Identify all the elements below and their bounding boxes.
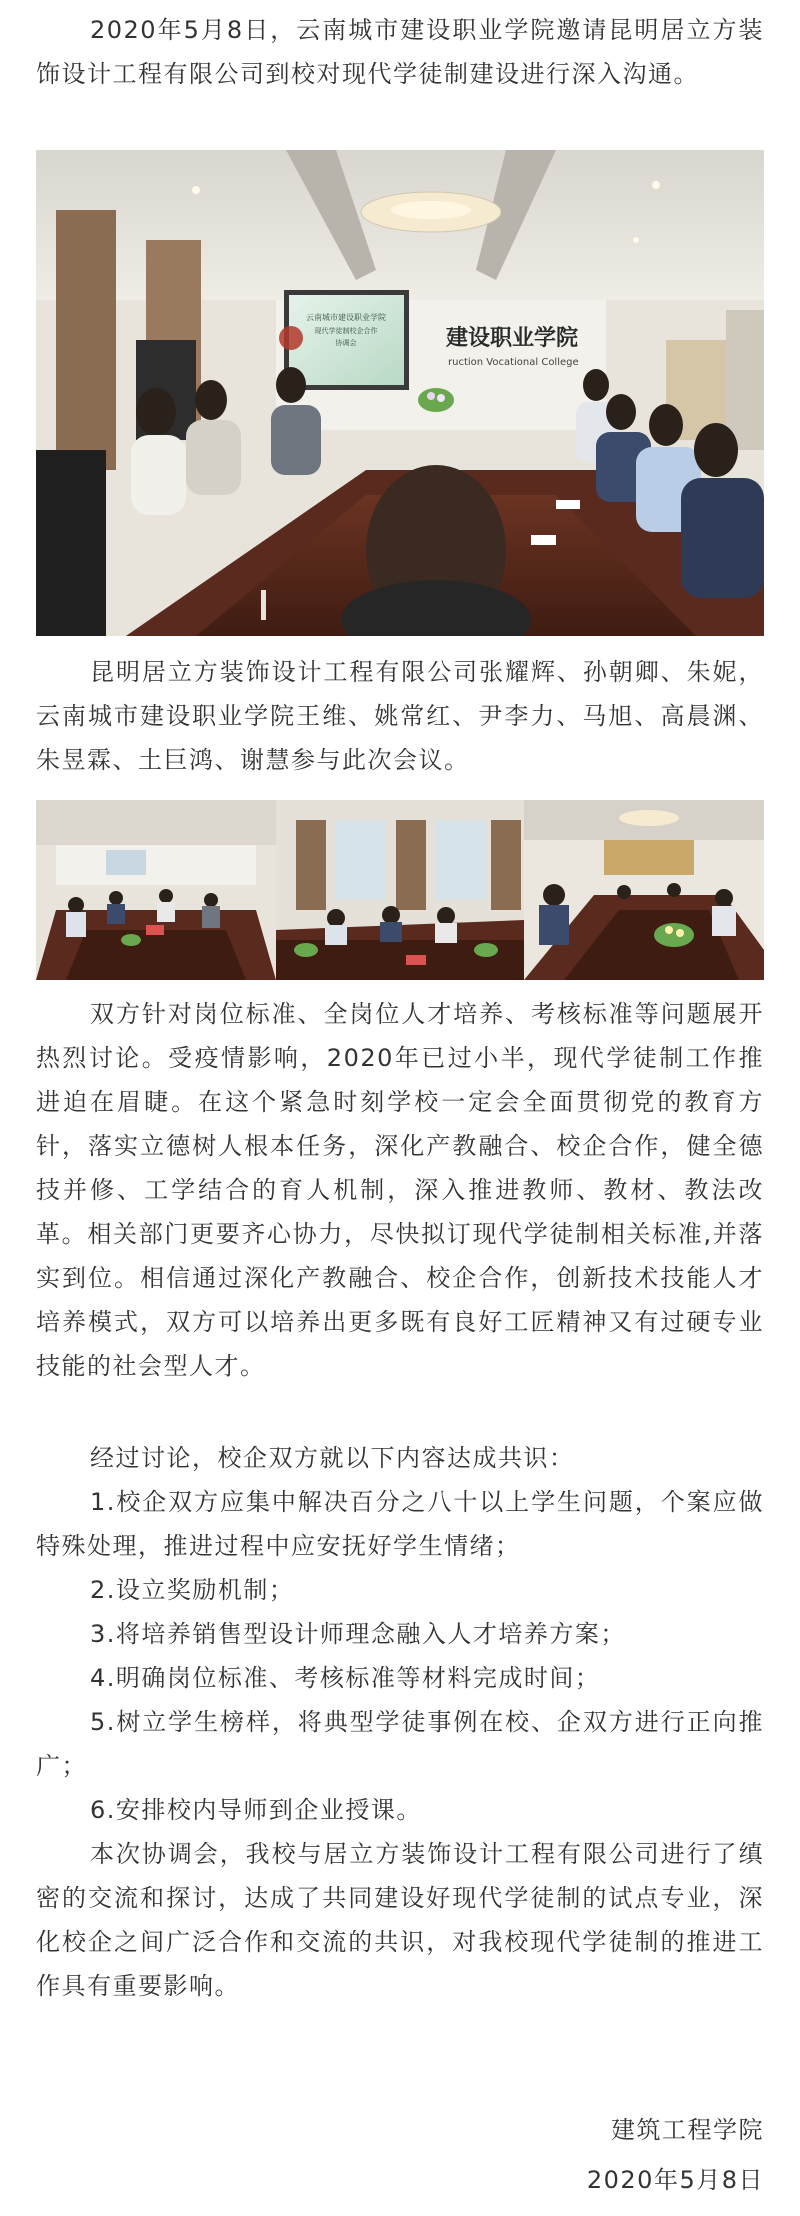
meeting-photo-small-2-drawing	[276, 800, 524, 980]
meeting-photo-main-drawing	[36, 150, 764, 636]
screen-subtitle: 现代学徒制校企合作	[314, 327, 378, 335]
meeting-photo-main	[36, 150, 764, 636]
paragraph-attendees: 昆明居立方装饰设计工程有限公司张耀辉、孙朝卿、朱妮，云南城市建设职业学院王维、姚常红、尹李力、马旭、高晨渊、朱昱霖、土巨鸿、谢慧参与此次会议。	[36, 658, 764, 774]
meeting-photo-small-1-drawing	[36, 800, 276, 980]
meeting-photo-small-1	[36, 800, 276, 980]
school-emblem-icon	[279, 326, 303, 350]
meeting-photo-small-2	[276, 800, 524, 980]
consensus-item-1: 1.校企双方应集中解决百分之八十以上学生问题，个案应做特殊处理，推进过程中应安抚好学生情绪；	[36, 1488, 764, 1560]
wall-banner-english: ruction Vocational College	[448, 357, 579, 368]
consensus-item-3: 3.将培养销售型设计师理念融入人才培养方案；	[90, 1620, 626, 1648]
paragraph-discussion: 双方针对岗位标准、全岗位人才培养、考核标准等问题展开热烈讨论。受疫情影响，2020年已过小半，现代学徒制工作推进迫在眉睫。在这个紧急时刻学校一定会全面贯彻党的教育方针，落实立德树人根本任务，深化产教融合、校企合作，健全德技并修、工学结合的育人机制，深入推进教师、教材、教法改革。相关部门更要齐心协力，尽快拟订现代学徒制相关标准,并落实到位。相信通过深化产教融合、校企合作，创新技术技能人才培养模式，双方可以培养出更多既有良好工匠精神又有过硬专业技能的社会型人才。	[36, 1000, 764, 1380]
signature-org: 建筑工程学院	[611, 2116, 764, 2144]
consensus-item-5: 5.树立学生榜样，将典型学徒事例在校、企双方进行正向推广；	[36, 1708, 764, 1780]
meeting-photo-small-3-drawing	[524, 800, 764, 980]
consensus-item-2: 2.设立奖励机制；	[90, 1576, 295, 1604]
wall-banner-text: 建设职业学院	[446, 325, 579, 351]
meeting-photo-small-3	[524, 800, 764, 980]
paragraph-consensus-intro: 经过讨论，校企双方就以下内容达成共识：	[90, 1444, 575, 1472]
paragraph-intro: 2020年5月8日，云南城市建设职业学院邀请昆明居立方装饰设计工程有限公司到校对现代学徒制建设进行深入沟通。	[36, 16, 764, 88]
consensus-item-6: 6.安排校内导师到企业授课。	[90, 1796, 422, 1824]
consensus-item-4: 4.明确岗位标准、考核标准等材料完成时间；	[90, 1664, 601, 1692]
screen-subtitle-2: 协调会	[335, 339, 357, 347]
paragraph-conclusion: 本次协调会，我校与居立方装饰设计工程有限公司进行了缜密的交流和探讨，达成了共同建设好现代学徒制的试点专业，深化校企之间广泛合作和交流的共识，对我校现代学徒制的推进工作具有重要影响。	[36, 1840, 764, 2000]
signature-date: 2020年5月8日	[586, 2166, 764, 2194]
screen-title: 云南城市建设职业学院	[306, 313, 386, 322]
